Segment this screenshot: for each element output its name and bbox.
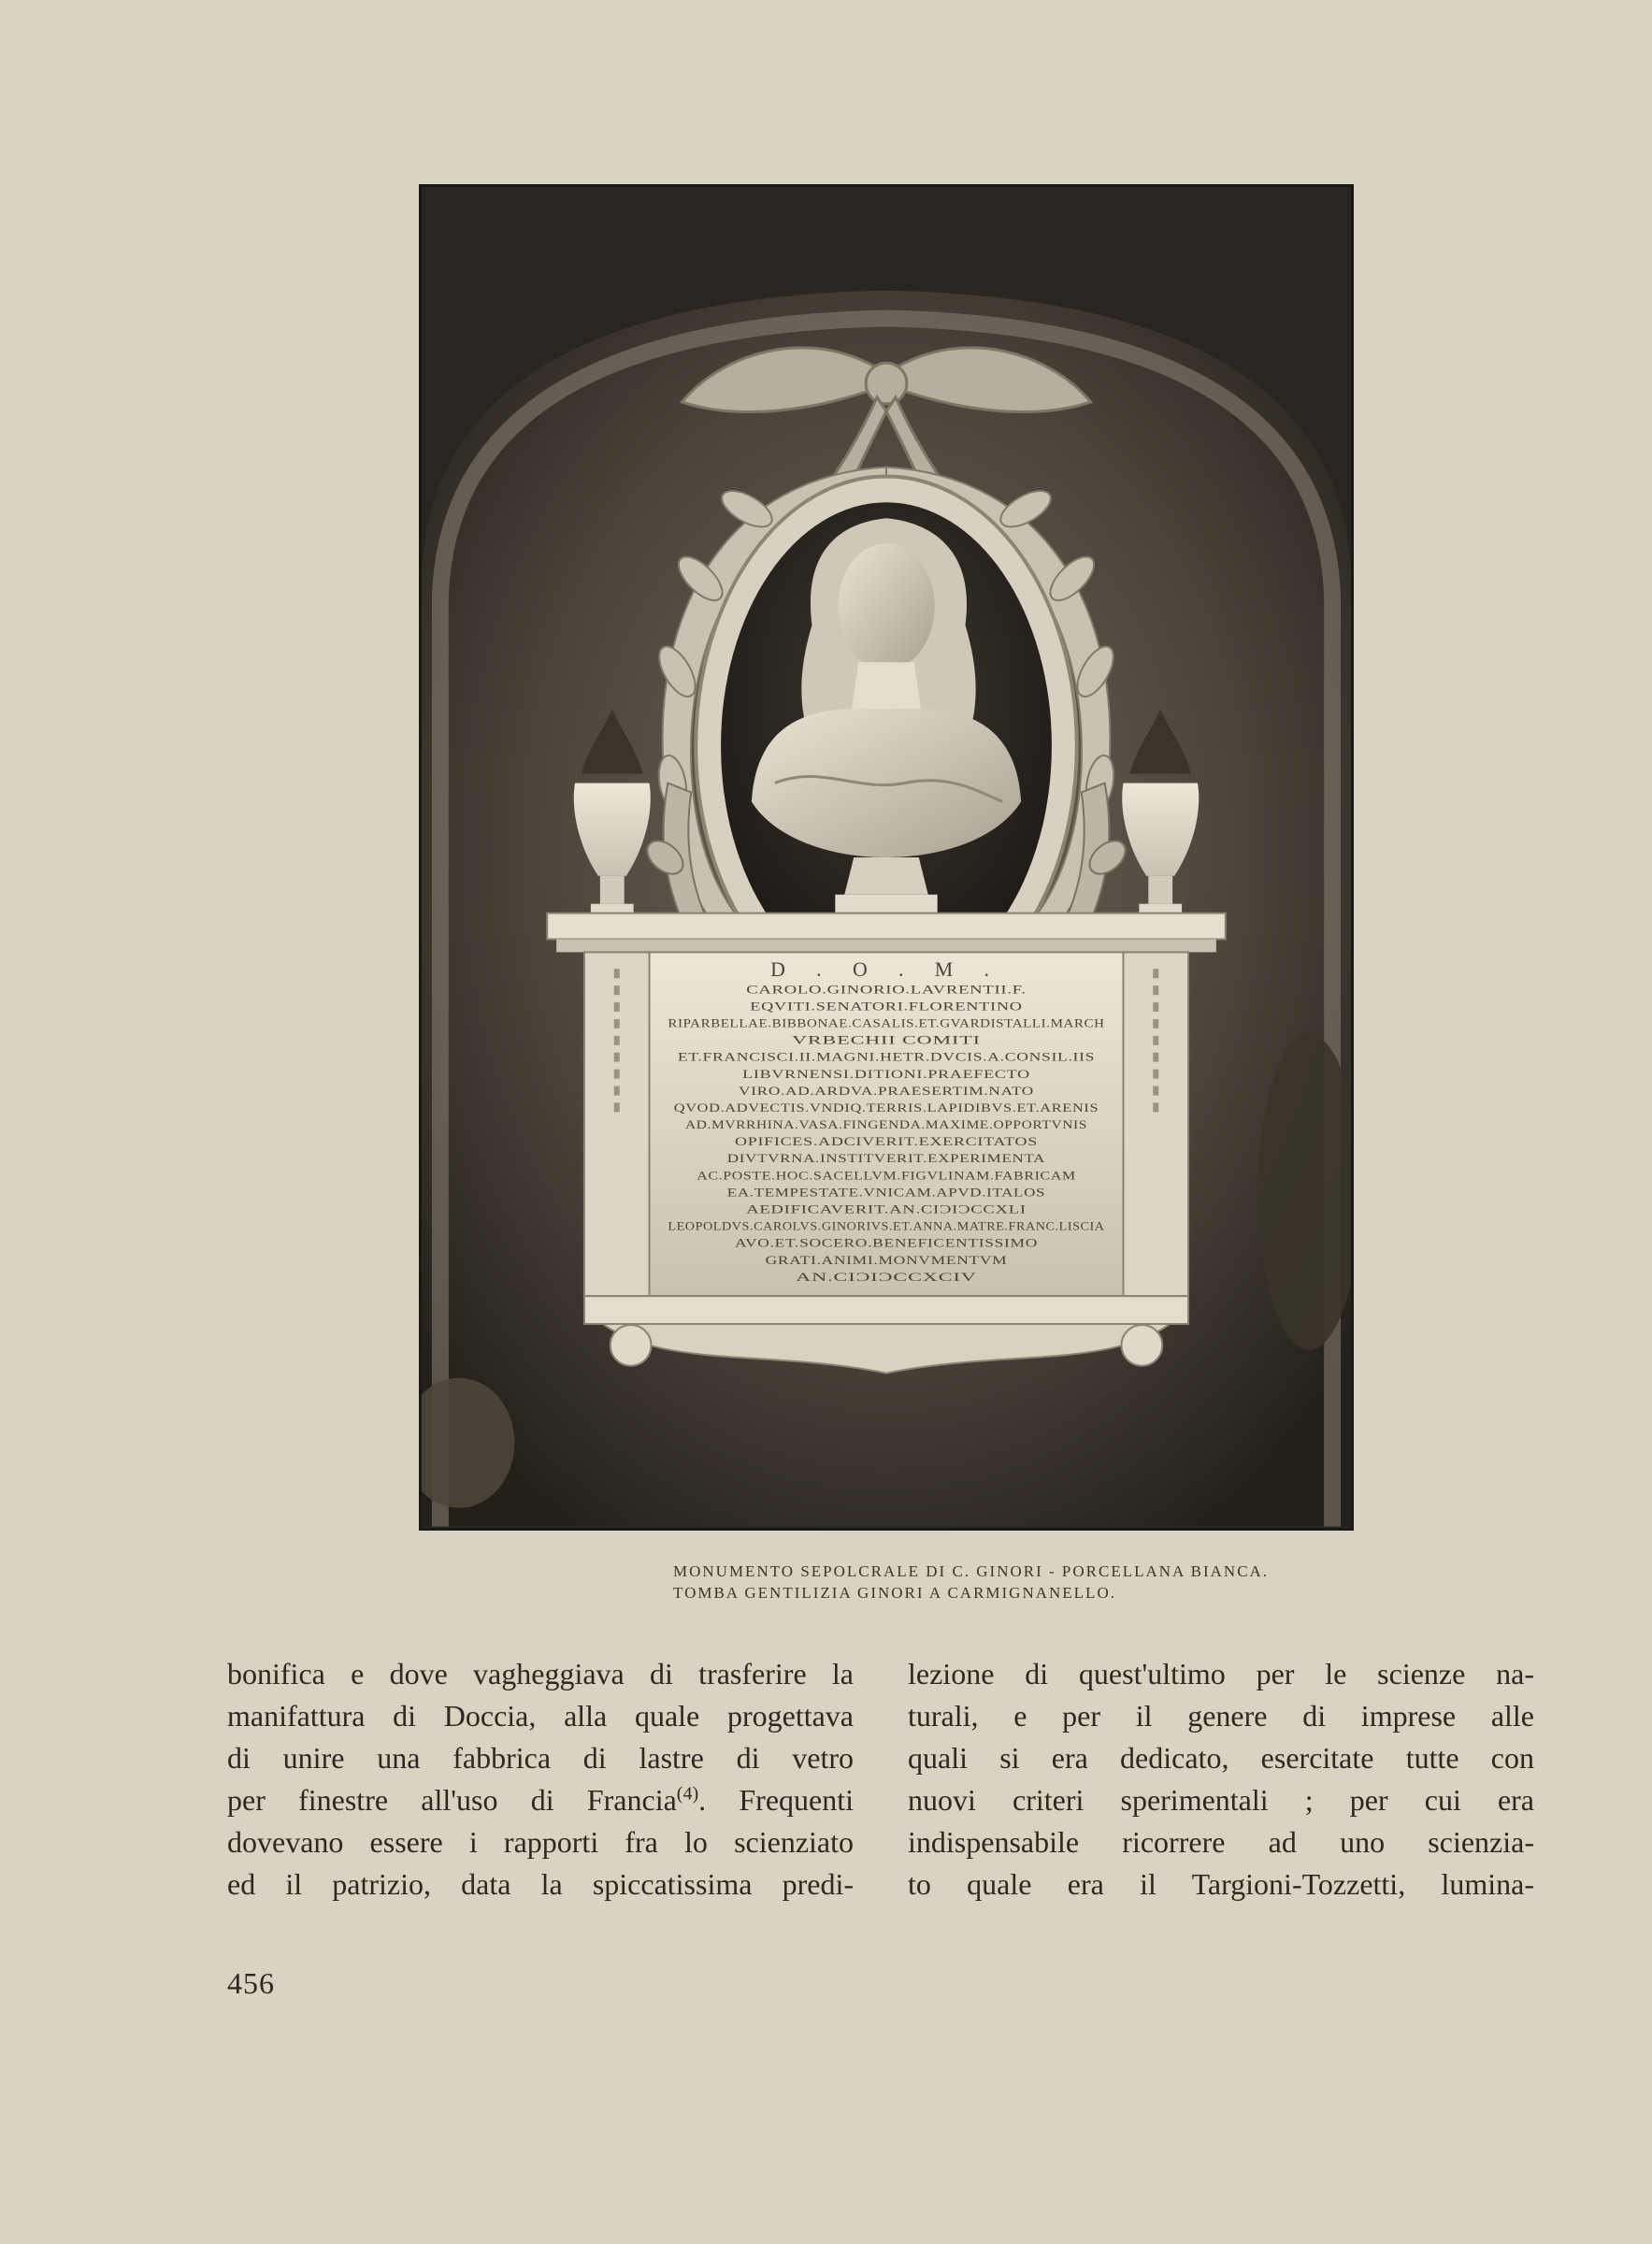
left-text-column [227, 1653, 854, 1906]
left-line-5: dovevano essere i rapporti fra lo scienziato [227, 1825, 854, 1859]
left-line-4-text: per finestre all'uso di Francia [227, 1783, 677, 1817]
left-line-4-tail: . Frequenti [698, 1783, 854, 1817]
inscription-line: VIRO.AD.ARDVA.PRAESERTIM.NATO [739, 1084, 1034, 1098]
left-line-3: di unire una fabbrica di lastre di vetro [227, 1741, 854, 1775]
page-number: 456 [227, 1966, 275, 2000]
inscription-line: LEOPOLDVS.CAROLVS.GINORIVS.ET.ANNA.MATRE.FRANC.LISCIA [668, 1219, 1105, 1233]
caption-line-1: MONUMENTO SEPOLCRALE DI C. GINORI - PORCELLANA BIANCA. [673, 1562, 1270, 1580]
inscription-line: AC.POSTE.HOC.SACELLVM.FIGVLINAM.FABRICAM [697, 1169, 1076, 1183]
inscription-line: AVO.ET.SOCERO.BENEFICENTISSIMO [734, 1236, 1039, 1250]
inscription-line: GRATI.ANIMI.MONVMENTVM [765, 1253, 1008, 1267]
right-line-2: turali, e per il genere di imprese alle [908, 1699, 1534, 1733]
figure-caption [673, 1561, 1346, 1604]
left-line-6: ed il patrizio, data la spiccatissima predi- [227, 1867, 854, 1901]
footnote-mark: (4) [676, 1783, 699, 1805]
inscription-line: AEDIFICAVERIT.AN.CIƆIƆCCXLI [746, 1202, 1027, 1216]
caption-line-2: TOMBA GENTILIZIA GINORI A CARMIGNANELLO. [673, 1584, 1116, 1602]
left-line-1: bonifica e dove vagheggiava di trasferire la [227, 1657, 854, 1690]
inscription-line: LIBVRNENSI.DITIONI.PRAEFECTO [742, 1067, 1030, 1081]
inscription-line: QVOD.ADVECTIS.VNDIQ.TERRIS.LAPIDIBVS.ET.ARENIS [673, 1100, 1099, 1115]
right-text-column [908, 1653, 1534, 1906]
inscription-line: AN.CIƆIƆCCXCIV [796, 1270, 977, 1284]
inscription-line: EQVITI.SENATORI.FLORENTINO [750, 1000, 1023, 1014]
inscription-line: D . O . M . [770, 958, 1002, 982]
inscription-line: ET.FRANCISCI.II.MAGNI.HETR.DVCIS.A.CONSIL.IIS [677, 1050, 1096, 1064]
right-line-1: lezione di quest'ultimo per le scienze na- [908, 1657, 1534, 1690]
right-line-5: indispensabile ricorrere ad uno scienzia- [908, 1825, 1534, 1859]
inscription-line: EA.TEMPESTATE.VNICAM.APVD.ITALOS [726, 1186, 1046, 1200]
inscription-line: VRBECHII COMITI [792, 1033, 981, 1047]
right-line-3: quali si era dedicato, esercitate tutte con [908, 1741, 1534, 1775]
inscription-line: CAROLO.GINORIO.LAVRENTII.F. [746, 983, 1027, 997]
left-line-4 [227, 1779, 854, 1821]
inscription-line: AD.MVRRHINA.VASA.FINGENDA.MAXIME.OPPORTVNIS [684, 1118, 1088, 1132]
left-line-2: manifattura di Doccia, alla quale progettava [227, 1699, 854, 1733]
right-line-4: nuovi criteri sperimentali ; per cui era [908, 1783, 1534, 1817]
inscription-line: OPIFICES.ADCIVERIT.EXERCITATOS [734, 1135, 1039, 1149]
cornice [547, 913, 1226, 940]
right-line-6: to quale era il Targioni-Tozzetti, lumina- [908, 1867, 1534, 1901]
inscription-line: RIPARBELLAE.BIBBONAE.CASALIS.ET.GVARDISTALLI.MARCH [668, 1016, 1105, 1030]
monument-photograph [419, 184, 1354, 1531]
monument-illustration [422, 187, 1351, 1528]
inscription-line: DIVTVRNA.INSTITVERIT.EXPERIMENTA [726, 1152, 1046, 1166]
